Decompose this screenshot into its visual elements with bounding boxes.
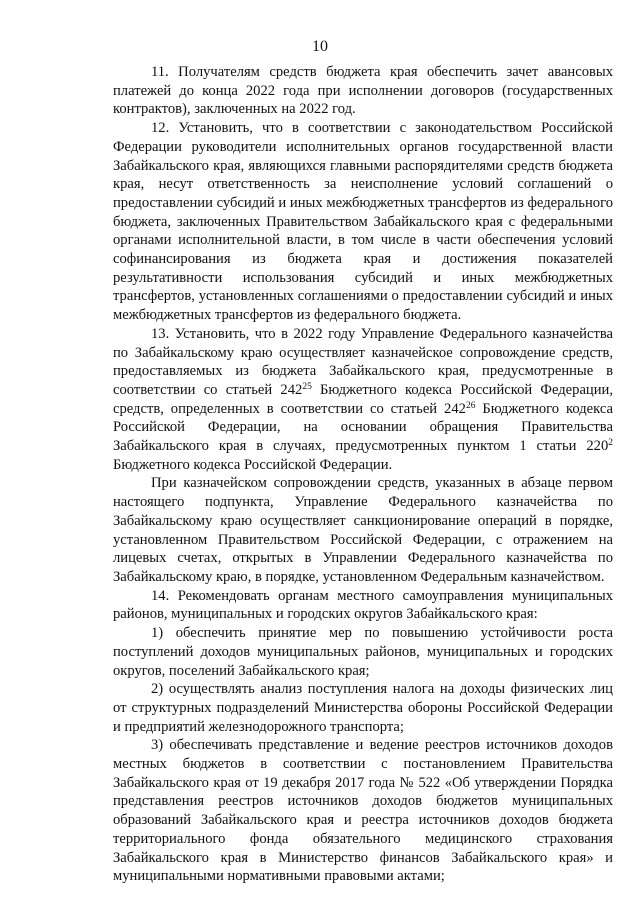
paragraph-13-part-d: Бюджетного кодекса Российской Федерации. <box>113 456 393 473</box>
document-body <box>113 63 613 886</box>
paragraph-14-item-3: 3) обеспечивать представление и ведение реестров источников доходов местных бюджетов в соответствии с постановлением Правительства Забайкальского края от 19 декабря 2017 года № 522 «Об утверждении Порядка представления реестров источников доходов бюджетов муниципальных образований Забайкальского края и реестра источников доходов бюджета территориального фонда обязательного медицинского страхования Забайкальского края в Министерство финансов Забайкальского края» и муниципальными нормативными правовыми актами; <box>113 737 613 885</box>
paragraph-13-part-a: 13. Установить, что в 2022 году Управление Федерального казначейства по Забайкальскому краю осуществляет казначейское сопровождение средств, предоставляемых из бюджета Забайкальского края, предусмотренные в соответствии со статьей 242 <box>113 325 613 398</box>
paragraph-14: 14. Рекомендовать органам местного самоуправления муниципальных районов, муниципальных и городских округов Забайкальского края: <box>113 587 613 623</box>
page-number: 10 <box>312 38 328 55</box>
paragraph-13 <box>113 325 613 475</box>
paragraph-14-item-1: 1) обеспечить принятие мер по повышению устойчивости роста поступлений доходов муниципальных районов, муниципальных и городских округов, поселений Забайкальского края; <box>113 625 613 679</box>
paragraph-11: 11. Получателям средств бюджета края обеспечить зачет авансовых платежей до конца 2022 года при исполнении договоров (государственных контрактов), заключенных на 2022 год. <box>113 64 613 118</box>
superscript-26: 26 <box>465 400 476 411</box>
paragraph-12: 12. Установить, что в соответствии с законодательством Российской Федерации руководители исполнительных органов государственной власти Забайкальского края, являющихся главными распорядителями средств бюджета края, несут ответственность за неисполнение условий соглашений о предоставлении субсидий и иных межбюджетных трансфертов из федерального бюджета, заключенных Правительством Забайкальского края с федеральными органами исполнительной власти, в том числе в части обеспечения условий софинансирования из бюджета края и достижения показателей результативности использования субсидий и иных межбюджетных трансфертов, установленных соглашениями о предоставлении субсидий и иных межбюджетных трансфертов из федерального бюджета. <box>113 120 613 324</box>
superscript-25: 25 <box>302 381 312 392</box>
paragraph-13-part-b: Бюджетного кодекса Российской Федерации, средств, определенных в соответствии со статьей 242 <box>113 381 613 417</box>
paragraph-14-item-2: 2) осуществлять анализ поступления налога на доходы физических лиц от структурных подразделений Министерства обороны Российской Федерации и предприятий железнодорожного транспорта; <box>113 681 613 735</box>
paragraph-13-part-c: Бюджетного кодекса Российской Федерации, на основании обращения Правительства Забайкальского края в случаях, предусмотренных пунктом 1 статьи 220 <box>113 400 613 455</box>
superscript-2: 2 <box>608 438 613 449</box>
paragraph-treasury-support: При казначейском сопровождении средств, указанных в абзаце первом настоящего подпункта, Управление Федерального казначейства по Забайкальскому краю осуществляет санкционирование операций в порядке, установленном Правительством Российской Федерации, с отражением на лицевых счетах, открытых в Управлении Федерального казначейства по Забайкальскому краю, в порядке, установленном Федеральным казначейством. <box>113 475 613 585</box>
